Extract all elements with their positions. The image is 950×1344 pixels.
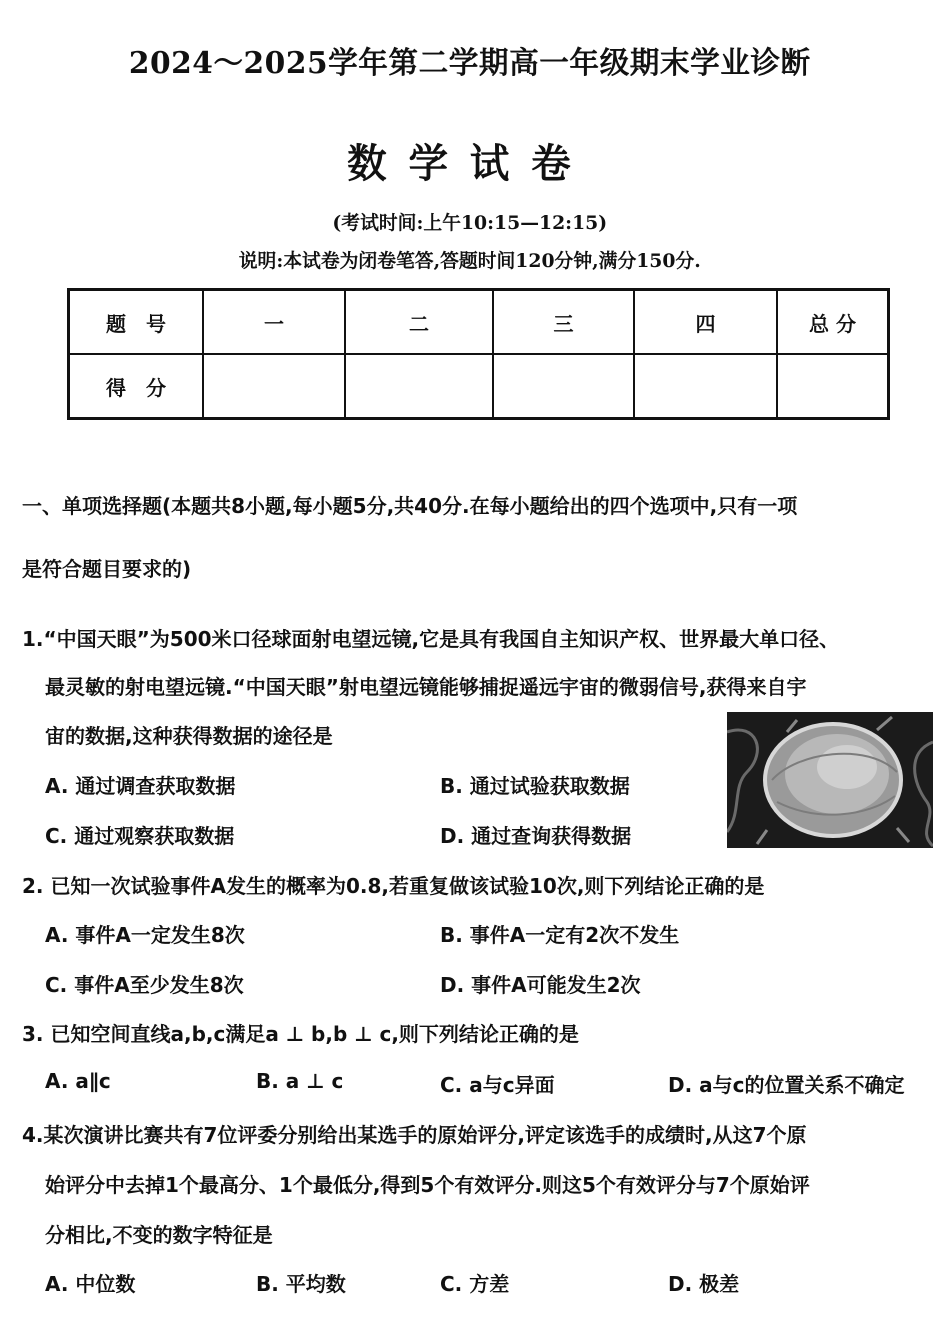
score-table-header-cell: 总 分 (777, 290, 889, 355)
score-table-header-cell: 一 (203, 290, 345, 355)
q4-stem-line3: 分相比,不变的数字特征是 (45, 1223, 273, 1247)
q2-option-c: C. 事件A至少发生8次 (45, 973, 244, 997)
score-cell[interactable] (493, 354, 634, 419)
q1-option-d: D. 通过查询获得数据 (440, 824, 632, 848)
score-table-header-cell: 题 号 (69, 290, 204, 355)
score-table-row-label: 得 分 (69, 354, 204, 419)
exam-title: 2024～2025学年第二学期高一年级期末学业诊断 (128, 46, 811, 81)
telescope-photo (727, 712, 933, 848)
score-table-score-row (69, 354, 889, 419)
score-table-header-cell: 二 (345, 290, 493, 355)
q4-option-c: C. 方差 (440, 1272, 510, 1296)
q1-stem-line2: 最灵敏的射电望远镜.“中国天眼”射电望远镜能够捕捉遥远宇宙的微弱信号,获得来自宇 (45, 675, 807, 699)
subject-title: 数学试卷 (347, 140, 593, 187)
telescope-dish-image (727, 712, 933, 848)
score-cell[interactable] (345, 354, 493, 419)
q4-option-a: A. 中位数 (45, 1272, 136, 1296)
score-cell[interactable] (634, 354, 777, 419)
q3-option-b: B. a ⊥ c (256, 1069, 344, 1093)
exam-note: 说明:本试卷为闭卷笔答,答题时间120分钟,满分150分. (238, 250, 701, 272)
score-table (67, 288, 890, 420)
q2-option-d: D. 事件A可能发生2次 (440, 973, 641, 997)
exam-time: (考试时间:上午10:15—12:15) (332, 212, 608, 234)
q2-stem: 2. 已知一次试验事件A发生的概率为0.8,若重复做该试验10次,则下列结论正确的是 (22, 874, 765, 898)
score-table-header-row (69, 290, 889, 355)
score-cell[interactable] (203, 354, 345, 419)
q1-stem-line1: 1.“中国天眼”为500米口径球面射电望远镜,它是具有我国自主知识产权、世界最大单口径、 (22, 627, 840, 651)
score-table-header-cell: 三 (493, 290, 634, 355)
q1-option-c: C. 通过观察获取数据 (45, 824, 235, 848)
q4-option-d: D. 极差 (668, 1272, 740, 1296)
score-cell[interactable] (777, 354, 889, 419)
q2-option-a: A. 事件A一定发生8次 (45, 923, 245, 947)
q4-option-b: B. 平均数 (256, 1272, 346, 1296)
q1-option-a: A. 通过调查获取数据 (45, 774, 236, 798)
q2-option-b: B. 事件A一定有2次不发生 (440, 923, 680, 947)
score-table-header-cell: 四 (634, 290, 777, 355)
q3-option-a: A. a∥c (45, 1069, 111, 1093)
q3-stem: 3. 已知空间直线a,b,c满足a ⊥ b,b ⊥ c,则下列结论正确的是 (22, 1022, 579, 1046)
q4-stem-line2: 始评分中去掉1个最高分、1个最低分,得到5个有效评分.则这5个有效评分与7个原始评 (45, 1173, 810, 1197)
q4-stem-line1: 4.某次演讲比赛共有7位评委分别给出某选手的原始评分,评定该选手的成绩时,从这7个原 (22, 1123, 807, 1147)
q1-stem-line3: 宙的数据,这种获得数据的途径是 (45, 724, 333, 748)
section-heading-line2: 是符合题目要求的) (22, 557, 192, 581)
q3-option-d: D. a与c的位置关系不确定 (668, 1073, 905, 1097)
q3-option-c: C. a与c异面 (440, 1073, 555, 1097)
q1-option-b: B. 通过试验获取数据 (440, 774, 630, 798)
section-heading-line1: 一、单项选择题(本题共8小题,每小题5分,共40分.在每小题给出的四个选项中,只有一项 (22, 494, 798, 518)
